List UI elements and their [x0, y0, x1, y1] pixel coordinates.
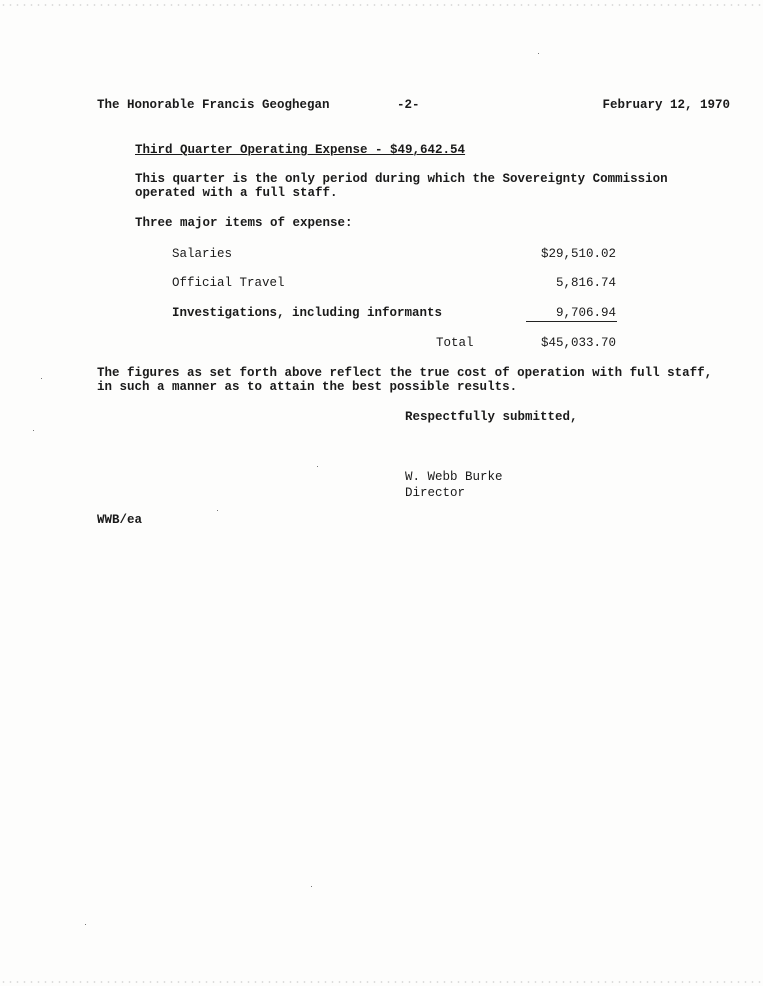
items-intro: Three major items of expense: — [135, 216, 353, 230]
scan-speck — [538, 53, 539, 54]
scan-speck — [311, 886, 312, 887]
intro-line-2: operated with a full staff. — [135, 186, 338, 200]
scan-speck — [33, 430, 34, 431]
expense-amount: 5,816.74 — [555, 276, 616, 290]
scan-speck — [41, 378, 42, 379]
closing-line-1: The figures as set forth above reflect the true cost of operation with full staff, — [97, 366, 713, 380]
intro-line-1: This quarter is the only period during which the Sovereignty Commission — [135, 172, 668, 186]
expense-label: Official Travel — [172, 276, 285, 290]
total-amount: $45,033.70 — [540, 336, 616, 350]
scan-speck — [317, 466, 318, 467]
scan-artifact-bottom — [0, 980, 763, 984]
letter-date: February 12, 1970 — [602, 98, 730, 112]
expense-label: Investigations, including informants — [172, 306, 443, 320]
reference-initials: WWB/ea — [97, 513, 143, 527]
closing-phrase: Respectfully submitted, — [405, 410, 578, 424]
scan-speck — [217, 510, 218, 511]
addressee: The Honorable Francis Geoghegan — [97, 98, 330, 112]
subtotal-rule — [526, 321, 617, 322]
total-label: Total — [436, 336, 474, 350]
scan-speck — [85, 924, 86, 925]
expense-amount: 9,706.94 — [555, 306, 616, 320]
page-number: -2- — [397, 98, 420, 112]
expense-amount: $29,510.02 — [540, 247, 616, 261]
scan-artifact-top — [0, 3, 763, 7]
closing-line-2: in such a manner as to attain the best possible results. — [97, 380, 518, 394]
section-heading: Third Quarter Operating Expense - $49,642.54 — [135, 143, 466, 157]
expense-label: Salaries — [172, 247, 233, 261]
signer-name: W. Webb Burke — [405, 470, 503, 484]
signer-title: Director — [405, 486, 466, 500]
